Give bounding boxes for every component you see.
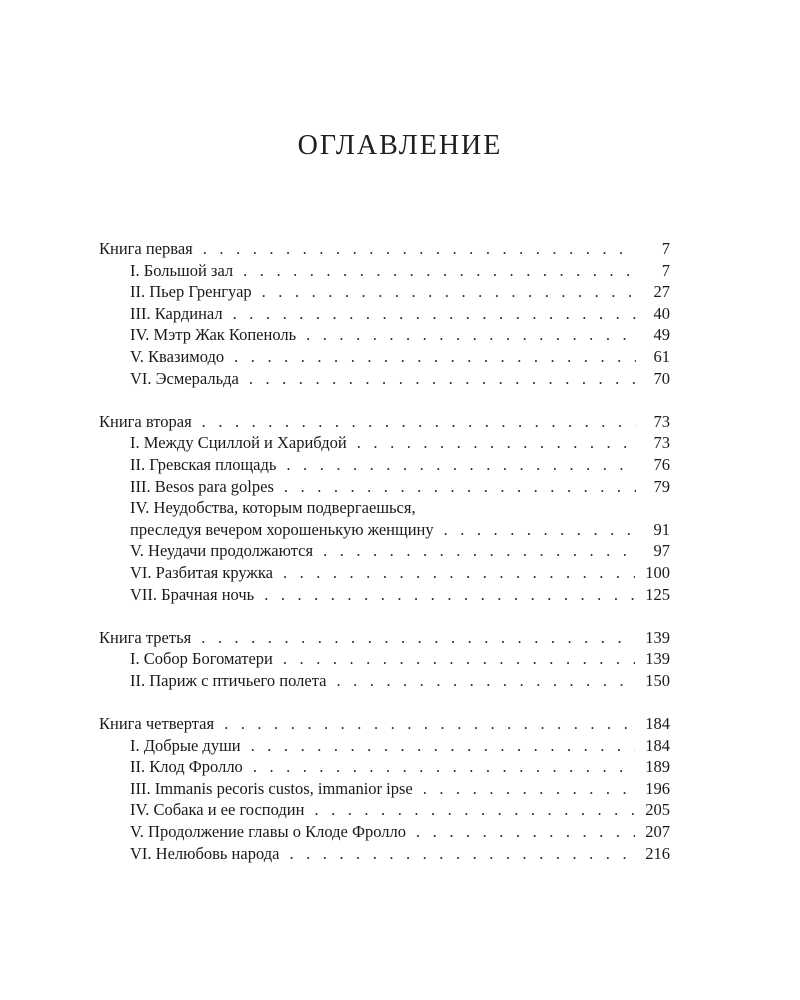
dot-leader xyxy=(444,519,636,541)
dot-leader xyxy=(264,584,635,606)
page-number: 79 xyxy=(653,476,670,496)
dot-leader xyxy=(251,735,636,757)
book-title: Книга первая xyxy=(99,239,193,258)
page-number: 91 xyxy=(653,519,670,539)
dot-leader xyxy=(357,432,636,454)
page-number: 40 xyxy=(653,303,670,323)
chapter-entry[interactable] xyxy=(99,821,670,843)
chapter-entry[interactable] xyxy=(99,799,670,821)
chapter-title: I. Собор Богоматери xyxy=(130,649,273,669)
page-number: 150 xyxy=(645,670,670,690)
page-number: 70 xyxy=(653,368,670,388)
dot-leader xyxy=(323,540,636,562)
chapter-entry[interactable] xyxy=(99,562,670,584)
dot-leader xyxy=(202,411,636,433)
chapter-entry-continuation[interactable] xyxy=(99,519,670,541)
chapter-title-line1: IV. Неудобства, которым подвергаешься, xyxy=(130,498,416,518)
dot-leader xyxy=(336,670,635,692)
dot-leader xyxy=(234,346,636,368)
dot-leader xyxy=(224,713,635,735)
chapter-entry[interactable] xyxy=(99,540,670,562)
page-number: 207 xyxy=(645,822,670,842)
book-heading[interactable] xyxy=(99,238,670,260)
dot-leader xyxy=(306,324,636,346)
dot-leader xyxy=(249,368,636,390)
page-number: 73 xyxy=(653,411,670,431)
page-number: 61 xyxy=(653,346,670,366)
chapter-entry[interactable] xyxy=(99,346,670,368)
chapter-title: I. Между Сциллой и Харибдой xyxy=(130,433,347,453)
dot-leader xyxy=(416,821,635,843)
chapter-title: IV. Мэтр Жак Копеноль xyxy=(130,325,297,345)
page-title: ОГЛАВЛЕНИЕ xyxy=(297,130,503,161)
chapter-entry[interactable] xyxy=(99,324,670,346)
chapter-title-line2: преследуя вечером хорошенькую женщину xyxy=(130,519,434,539)
dot-leader xyxy=(253,756,635,778)
chapter-entry[interactable] xyxy=(99,476,670,498)
book-heading[interactable] xyxy=(99,627,670,649)
chapter-entry[interactable] xyxy=(99,303,670,325)
chapter-title: IV. Собака и ее господин xyxy=(130,800,305,820)
chapter-entry[interactable] xyxy=(99,281,670,303)
book-heading[interactable] xyxy=(99,713,670,735)
chapter-entry[interactable] xyxy=(99,584,670,606)
chapter-title: II. Гревская площадь xyxy=(130,454,277,474)
book-title: Книга четвертая xyxy=(99,714,215,734)
chapter-entry[interactable] xyxy=(99,368,670,390)
chapter-entry[interactable] xyxy=(99,432,670,454)
chapter-title: VI. Разбитая кружка xyxy=(130,562,273,582)
page-number: 73 xyxy=(653,433,670,453)
dot-leader xyxy=(262,281,636,303)
chapter-entry[interactable] xyxy=(99,778,670,800)
book-heading[interactable] xyxy=(99,411,670,433)
page-number: 184 xyxy=(645,735,670,755)
book-section xyxy=(99,411,670,605)
page-number: 7 xyxy=(661,239,670,258)
page-number: 125 xyxy=(645,584,670,604)
chapter-entry-multiline[interactable] xyxy=(99,497,670,519)
chapter-title: VII. Брачная ночь xyxy=(130,584,255,604)
page-number: 100 xyxy=(645,562,670,582)
page-number: 139 xyxy=(645,627,670,647)
page-number: 205 xyxy=(645,800,670,820)
dot-leader xyxy=(289,843,635,865)
chapter-title: V. Продолжение главы о Клоде Фролло xyxy=(130,822,407,842)
book-section xyxy=(99,627,670,692)
chapter-entry[interactable] xyxy=(99,648,670,670)
book-title: Книга вторая xyxy=(99,411,192,431)
chapter-entry[interactable] xyxy=(99,454,670,476)
page-number: 49 xyxy=(653,325,670,345)
page-number: 189 xyxy=(645,757,670,777)
dot-leader xyxy=(201,627,635,649)
book-title: Книга третья xyxy=(99,627,192,647)
chapter-title: VI. Нелюбовь народа xyxy=(130,843,280,863)
chapter-title: I. Добрые души xyxy=(130,735,241,755)
dot-leader xyxy=(423,778,636,800)
chapter-title: V. Квазимодо xyxy=(130,346,225,366)
page-number: 184 xyxy=(645,714,670,734)
chapter-title: VI. Эсмеральда xyxy=(130,368,239,388)
chapter-title: I. Большой зал xyxy=(130,260,234,280)
dot-leader xyxy=(243,260,636,282)
page-number: 196 xyxy=(645,778,670,798)
page-number: 216 xyxy=(645,843,670,863)
chapter-title: III. Besos para golpes xyxy=(130,476,274,496)
page-number: 7 xyxy=(661,260,670,280)
book-section xyxy=(99,238,670,389)
chapter-title: V. Неудачи продолжаются xyxy=(130,541,314,561)
chapter-entry[interactable] xyxy=(99,735,670,757)
dot-leader xyxy=(286,454,636,476)
table-of-contents xyxy=(99,238,670,886)
page-number: 27 xyxy=(653,282,670,302)
chapter-title: III. Immanis pecoris custos, immanior ipse xyxy=(130,778,413,798)
dot-leader xyxy=(284,476,636,498)
chapter-title: III. Кардинал xyxy=(130,303,223,323)
chapter-title: II. Пьер Гренгуар xyxy=(130,282,252,302)
chapter-title: II. Париж с птичьего полета xyxy=(130,670,327,690)
chapter-title: II. Клод Фролло xyxy=(130,757,243,777)
dot-leader xyxy=(283,562,635,584)
chapter-entry[interactable] xyxy=(99,756,670,778)
dot-leader xyxy=(203,238,636,260)
dot-leader xyxy=(283,648,635,670)
chapter-entry[interactable] xyxy=(99,260,670,282)
dot-leader xyxy=(233,303,636,325)
chapter-entry[interactable] xyxy=(99,670,670,692)
dot-leader xyxy=(314,799,635,821)
page-number: 139 xyxy=(645,649,670,669)
page-number: 97 xyxy=(653,541,670,561)
page-number: 76 xyxy=(653,454,670,474)
chapter-entry[interactable] xyxy=(99,843,670,865)
book-section xyxy=(99,713,670,864)
